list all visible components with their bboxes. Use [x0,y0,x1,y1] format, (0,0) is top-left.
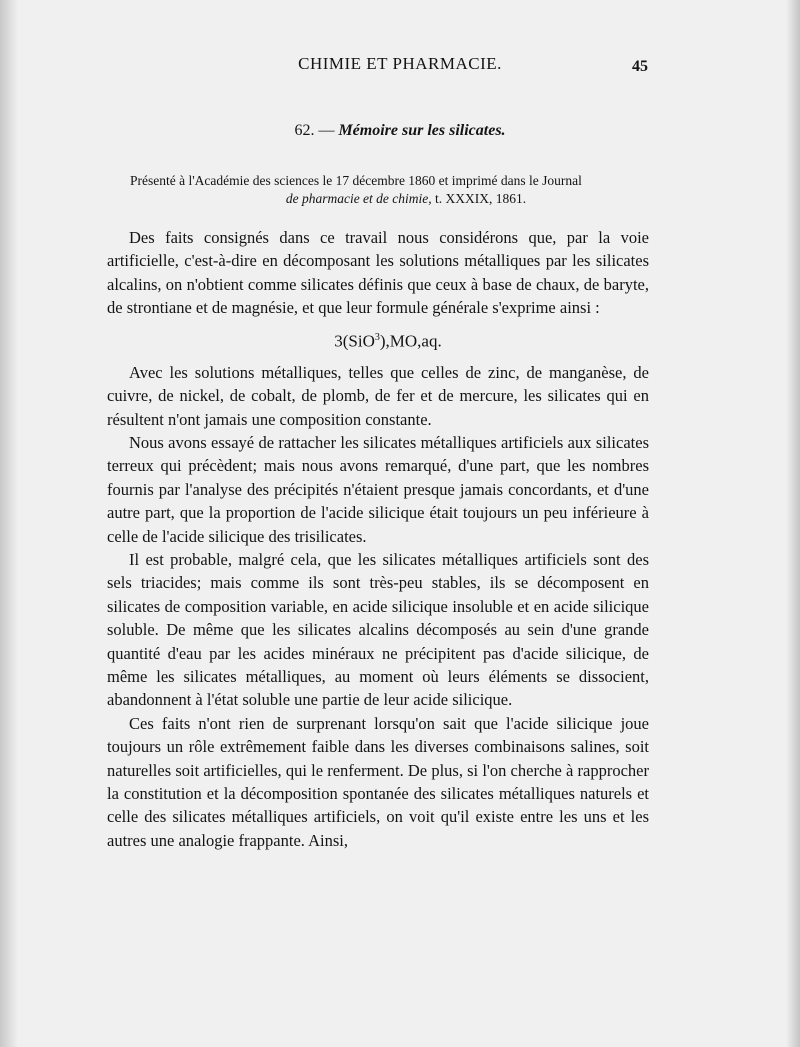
page-number: 45 [632,58,648,75]
body-text [107,226,649,852]
presentation-line-2 [130,190,682,208]
paragraph-4: Il est probable, malgré cela, que les silicates métalliques artificiels sont des sels triacides; mais comme ils sont très-peu stables, ils se décomposent en silicates de composition variable, en acide silicique insoluble et en acide silicique soluble. De même que les silicates alcalins décomposés au sein d'une grande quantité d'eau par les acides minéraux ne précipitent pas d'acide silicique, de même les silicates métalliques, au moment où leurs éléments se dissocient, abandonnent à l'état soluble une partie de leur acide silicique. [107,549,649,710]
formula-superscript: 3 [374,331,380,343]
journal-name: de pharmacie et de chimie, [285,191,432,206]
formula-end: ),MO,aq. [379,331,442,351]
page-edge-right [786,0,800,1047]
journal-volume: t. XXXIX, 1861. [431,191,527,206]
paragraph-2: Avec les solutions métalliques, telles que celles de zinc, de manganèse, de cuivre, de nickel, de cobalt, de plomb, de fer et de mercure, les silicates qui en résultent n'ont jamais une composition constante. [107,362,649,429]
paragraph-5: Ces faits n'ont rien de surprenant lorsqu'on sait que l'acide silicique joue toujours un rôle extrêmement faible dans les diverses combinaisons salines, soit naturelles soit artificielles, qui le renferment. De plus, si l'on cherche à rapprocher la constitution et la décomposition spontanée des silicates métalliques naturels et celle des silicates métalliques artificiels, on voit qu'il existe entre les uns et les autres une analogie frappante. Ainsi, [107,713,649,850]
presentation-line-1: Présenté à l'Académie des sciences le 17 décembre 1860 et imprimé dans le Journal [130,173,582,188]
page-edge-left [0,0,18,1047]
running-head: CHIMIE ET PHARMACIE. [298,54,502,73]
article-title: Mémoire sur les silicates. [338,122,506,139]
paragraph-3: Nous avons essayé de rattacher les silicates métalliques artificiels aux silicates terreux qui précèdent; mais nous avons remarqué, d'une part, que les nombres fournis par l'analyse des précipités n'étaient presque jamais concordants, et d'une autre part, que la proportion de l'acide silicique était toujours un peu inférieure à celle de l'acide silicique des trisilicates. [107,432,649,546]
formula-start: 3(SiO [334,331,375,351]
paragraph-1: Des faits consignés dans ce travail nous considérons que, par la voie artificielle, c'est-à-dire en décomposant les solutions métalliques par les silicates alcalins, on n'obtient comme silicates définis que ceux à base de chaux, de baryte, de strontiane et de magnésie, et que leur formule générale s'exprime ainsi : [107,228,649,318]
article-number: 62. — [294,122,335,139]
presentation-note [130,172,682,208]
article-heading [0,122,800,140]
formula [107,326,649,353]
